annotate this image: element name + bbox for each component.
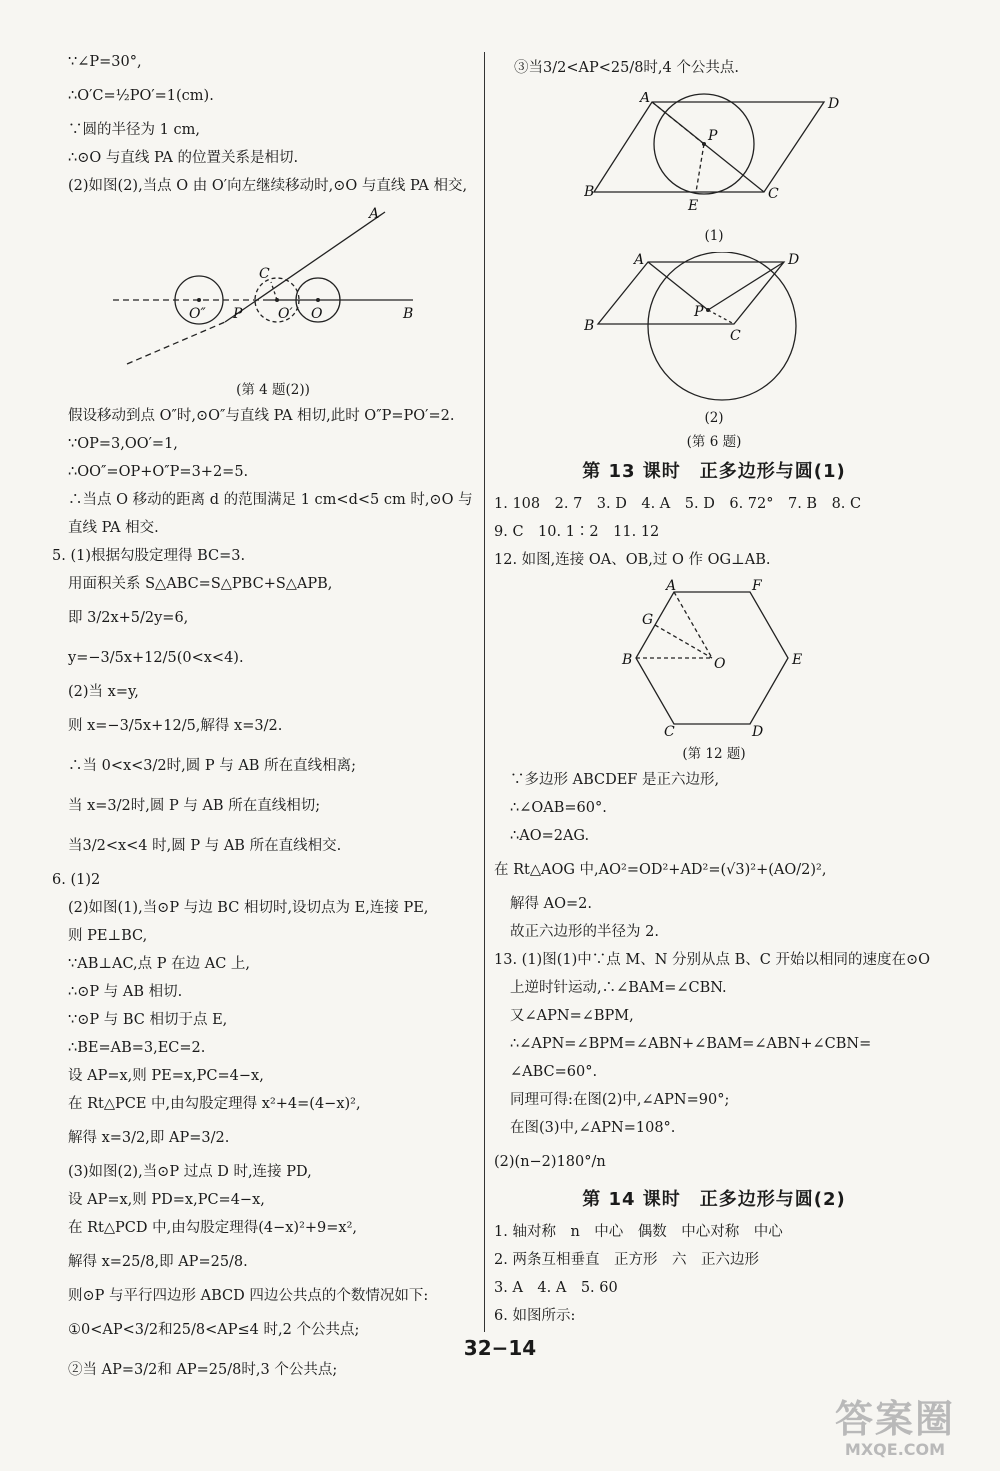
figure-caption: (第 6 题) (686, 434, 742, 450)
text-line: 用面积关系 S△ABC=S△PBC+S△APB, (68, 576, 333, 592)
text-line: (2)如图(1),当⊙P 与边 BC 相切时,设切点为 E,连接 PE, (68, 900, 429, 916)
text-line: 在 Rt△PCD 中,由勾股定理得(4−x)²+9=x², (68, 1220, 358, 1236)
left-column (52, 48, 478, 1390)
text-line: ∠ABC=60°. (510, 1064, 598, 1080)
label-B: B (584, 184, 595, 200)
text-line: ∵⊙P 与 BC 相切于点 E, (68, 1012, 228, 1028)
text-line: 则 PE⊥BC, (68, 928, 148, 944)
text-line: 9. C 10. 1∶2 11. 12 (494, 524, 660, 540)
watermark-logo (800, 1398, 990, 1468)
figure-6-2 (584, 252, 844, 402)
text-line: ∴OO″=OP+O″P=3+2=5. (68, 464, 249, 480)
text-line: ∴⊙P 与 AB 相切. (68, 984, 183, 1000)
label-O: O (311, 306, 323, 322)
label-P: P (694, 304, 704, 320)
text-line: 1. 轴对称 n 中心 偶数 中心对称 中心 (494, 1224, 783, 1240)
text-line: 故正六边形的半径为 2. (510, 924, 659, 940)
label-E: E (792, 652, 803, 668)
text-line: 则⊙P 与平行四边形 ABCD 四边公共点的个数情况如下: (68, 1288, 429, 1304)
text-line: ∴BE=AB=3,EC=2. (68, 1040, 206, 1056)
text-line: (2)如图(2),当点 O 由 O′向左继续移动时,⊙O 与直线 PA 相交, (68, 178, 468, 194)
label-G: G (642, 612, 654, 628)
label-A: A (634, 252, 645, 268)
text-line: 12. 如图,连接 OA、OB,过 O 作 OG⊥AB. (494, 552, 771, 568)
label-A: A (666, 578, 677, 594)
text-line: 又∠APN=∠BPM, (510, 1008, 634, 1024)
text-line: 6. 如图所示: (494, 1308, 576, 1324)
section-title: 第 14 课时 正多边形与圆(2) (582, 1189, 846, 1210)
text-line: ∴当点 O 移动的距离 d 的范围满足 1 cm<d<5 cm 时,⊙O 与 (68, 492, 473, 508)
figure-caption: (2) (704, 410, 724, 426)
text-line: y=−3/5x+12/5(0<x<4). (68, 650, 244, 666)
text-line: ①0<AP<3/2和25/8<AP≤4 时,2 个公共点; (68, 1322, 360, 1338)
text-line: 设 AP=x,则 PD=x,PC=4−x, (68, 1192, 265, 1208)
text-line: ②当 AP=3/2和 AP=25/8时,3 个公共点; (68, 1362, 338, 1378)
text-line: 2. 两条互相垂直 正方形 六 正六边形 (494, 1252, 759, 1268)
label-B: B (622, 652, 633, 668)
text-line: 在 Rt△PCE 中,由勾股定理得 x²+4=(4−x)², (68, 1096, 361, 1112)
text-line: 则 x=−3/5x+12/5,解得 x=3/2. (68, 718, 283, 734)
figure-caption: (1) (704, 228, 724, 244)
watermark-url: MXQE.COM (844, 1440, 946, 1459)
label-O: O (714, 656, 726, 672)
text-line: 6. (1)2 (52, 872, 101, 888)
text-line: 3. A 4. A 5. 60 (494, 1280, 618, 1296)
text-line: 在图(3)中,∠APN=108°. (510, 1120, 676, 1136)
text-line: ∵圆的半径为 1 cm, (68, 122, 200, 138)
label-D: D (788, 252, 800, 268)
label-D: D (752, 724, 764, 738)
text-line: ∵OP=3,OO′=1, (68, 436, 178, 452)
figure-6-1 (584, 92, 844, 220)
label-O1: O′ (278, 306, 293, 322)
text-line: 当3/2<x<4 时,圆 P 与 AB 所在直线相交. (68, 838, 342, 854)
label-A: A (640, 92, 651, 106)
text-line: 即 3/2x+5/2y=6, (68, 610, 189, 626)
label-O2: O″ (189, 306, 206, 322)
text-line: 同理可得:在图(2)中,∠APN=90°; (510, 1092, 730, 1108)
figure-12 (614, 578, 814, 738)
column-divider (484, 52, 485, 1332)
watermark-text: 答案圈 (834, 1397, 955, 1441)
text-line: ∴当 0<x<3/2时,圆 P 与 AB 所在直线相离; (68, 758, 356, 774)
text-line: 1. 108 2. 7 3. D 4. A 5. D 6. 72° 7. B 8. C (494, 496, 862, 512)
right-column (494, 48, 934, 1330)
text-line: ∴O′C=½PO′=1(cm). (68, 88, 214, 104)
text-line: ∵AB⊥AC,点 P 在边 AC 上, (68, 956, 251, 972)
text-line: ∴∠OAB=60°. (510, 800, 607, 816)
text-line: ∴∠APN=∠BPM=∠ABN+∠BAM=∠ABN+∠CBN= (510, 1036, 872, 1052)
text-line: 在 Rt△AOG 中,AO²=OD²+AD²=(√3)²+(AO/2)², (494, 862, 827, 878)
text-line: 假设移动到点 O″时,⊙O″与直线 PA 相切,此时 O″P=PO′=2. (68, 408, 455, 424)
label-C: C (768, 186, 779, 202)
label-E: E (688, 198, 699, 214)
text-line: ③当3/2<AP<25/8时,4 个公共点. (514, 60, 739, 76)
text-line: 当 x=3/2时,圆 P 与 AB 所在直线相切; (68, 798, 321, 814)
text-line: (3)如图(2),当⊙P 过点 D 时,连接 PD, (68, 1164, 312, 1180)
text-line: 解得 x=25/8,即 AP=25/8. (68, 1254, 248, 1270)
text-line: 解得 AO=2. (510, 896, 592, 912)
text-line: 直线 PA 相交. (68, 520, 159, 536)
figure-caption: (第 4 题(2)) (236, 382, 310, 398)
page-number: 32−14 (463, 1336, 537, 1360)
text-line: 5. (1)根据勾股定理得 BC=3. (52, 548, 246, 564)
label-P: P (233, 306, 243, 322)
label-A: A (369, 206, 380, 222)
label-P: P (708, 128, 718, 144)
label-D: D (828, 96, 840, 112)
text-line: 上逆时针运动,∴∠BAM=∠CBN. (510, 980, 727, 996)
label-C: C (664, 724, 675, 738)
text-line: ∵多边形 ABCDEF 是正六边形, (510, 772, 720, 788)
text-line: (2)当 x=y, (68, 684, 139, 700)
text-line: ∴⊙O 与直线 PA 的位置关系是相切. (68, 150, 299, 166)
label-B: B (584, 318, 595, 334)
label-C: C (259, 266, 270, 282)
text-line: 解得 x=3/2,即 AP=3/2. (68, 1130, 230, 1146)
text-line: 13. (1)图(1)中∵点 M、N 分别从点 B、C 开始以相同的速度在⊙O (494, 952, 931, 968)
figure-4-2 (113, 204, 433, 374)
text-line: ∴AO=2AG. (510, 828, 590, 844)
text-line: 设 AP=x,则 PE=x,PC=4−x, (68, 1068, 264, 1084)
label-C: C (730, 328, 741, 344)
figure-caption: (第 12 题) (682, 746, 746, 762)
label-F: F (752, 578, 762, 594)
text-line: ∵∠P=30°, (68, 54, 142, 70)
section-title: 第 13 课时 正多边形与圆(1) (582, 461, 846, 482)
text-line: (2)(n−2)180°/n (494, 1154, 606, 1170)
label-B: B (403, 306, 414, 322)
